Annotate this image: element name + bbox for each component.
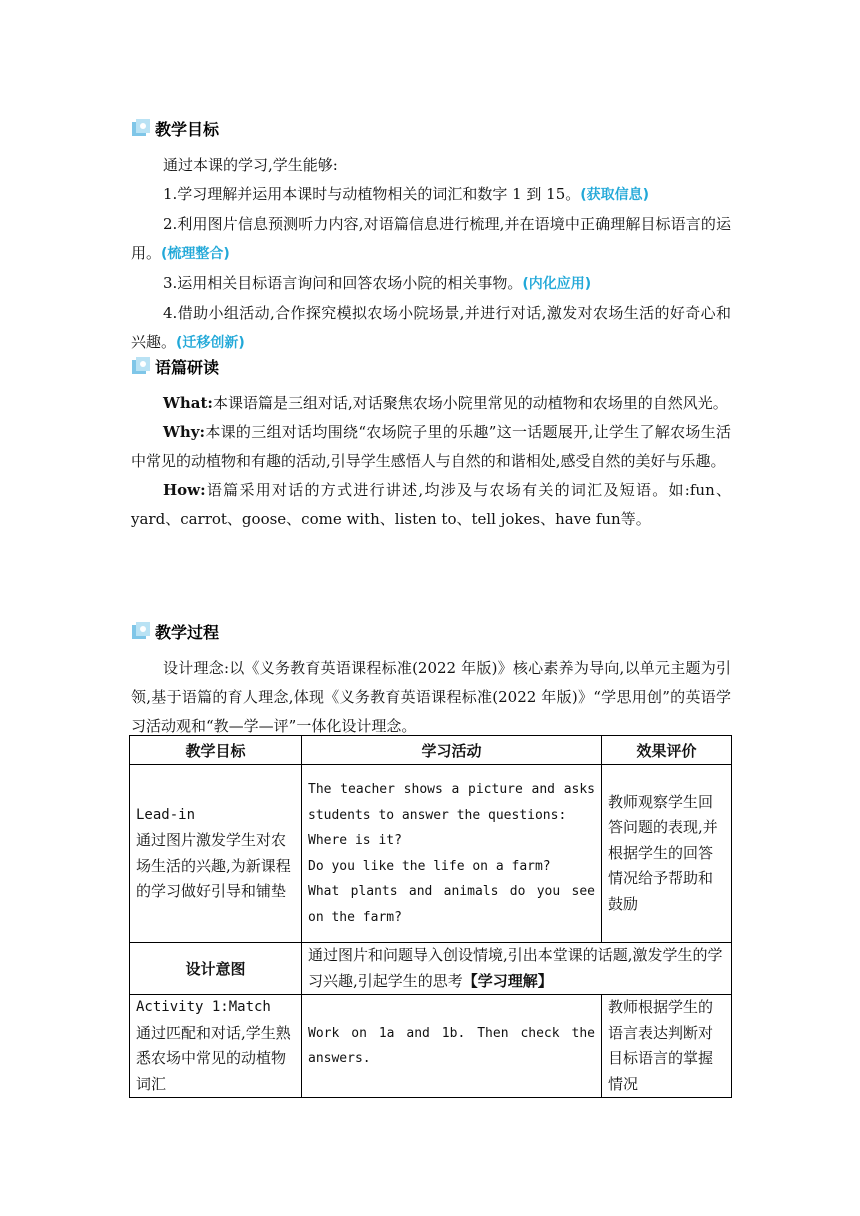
table-row: [130, 995, 732, 1098]
goal-cell: Lead-in 通过图片激发学生对农场生活的兴趣,为新课程的学习做好引导和铺垫: [130, 765, 302, 943]
intent-text: 通过图片和问题导入创设情境,引出本堂课的话题,激发学生的学习兴趣,引起学生的思考【学习理解】: [302, 943, 732, 995]
section-heading-analysis: 语篇研读: [131, 355, 219, 377]
section-heading-goals: 教学目标: [131, 117, 219, 139]
evaluation-cell: 教师观察学生回答问题的表现,并根据学生的回答情况给予帮助和鼓励: [602, 765, 732, 943]
goals-intro: 通过本课的学习,学生能够:: [163, 156, 338, 174]
puzzle-icon: [131, 356, 151, 376]
intent-label: 设计意图: [130, 943, 302, 995]
analysis-block: [131, 389, 731, 534]
analysis-what: What:本课语篇是三组对话,对话聚焦农场小院里常见的动植物和农场里的自然风光。: [163, 394, 728, 412]
goal-item: 1.学习理解并运用本课时与动植物相关的词汇和数字 1 到 15。(获取信息): [163, 185, 650, 203]
section-heading-process: 教学过程: [131, 620, 219, 642]
puzzle-icon: [131, 621, 151, 641]
header-cell: 教学目标: [130, 736, 302, 765]
goal-item: 3.运用相关目标语言询问和回答农场小院的相关事物。(内化应用): [163, 274, 592, 292]
analysis-why: Why:本课的三组对话均围绕“农场院子里的乐趣”这一话题展开,让学生了解农场生活中常见的动植物和有趣的活动,引导学生感悟人与自然的和谐相处,感受自然的美好与乐趣。: [131, 423, 731, 470]
header-cell: 学习活动: [302, 736, 602, 765]
activity-cell: Work on 1a and 1b. Then check the answers.: [302, 995, 602, 1098]
goal-item: 4.借助小组活动,合作探究模拟农场小院场景,并进行对话,激发对农场生活的好奇心和兴趣。(迁移创新): [131, 304, 731, 351]
evaluation-cell: 教师根据学生的语言表达判断对目标语言的掌握情况: [602, 995, 732, 1098]
table-row: [130, 765, 732, 943]
teaching-plan-table: [129, 735, 732, 1098]
table-header-row: [130, 736, 732, 765]
table-row: [130, 943, 732, 995]
goal-item: 2.利用图片信息预测听力内容,对语篇信息进行梳理,并在语境中正确理解目标语言的运用。(梳理整合): [131, 215, 731, 262]
header-cell: 效果评价: [602, 736, 732, 765]
activity-cell: The teacher shows a picture and asks students to answer the questions: Where is it? Do you like the life on a farm? What plants and animals do you see on the farm?: [302, 765, 602, 943]
puzzle-icon: [131, 118, 151, 138]
goal-cell: Activity 1:Match 通过匹配和对话,学生熟悉农场中常见的动植物词汇: [130, 995, 302, 1098]
process-concept: 设计理念:以《义务教育英语课程标准(2022 年版)》核心素养为导向,以单元主题为引领,基于语篇的育人理念,体现《义务教育英语课程标准(2022 年版)》“学思用创”的英语学习活动观和“教—学—评”一体化设计理念。: [131, 659, 731, 735]
goals-block: [131, 151, 731, 358]
analysis-how: How:语篇采用对话的方式进行讲述,均涉及与农场有关的词汇及短语。如:fun、yard、carrot、goose、come with、listen to、tell jokes、have fun等。: [131, 481, 731, 528]
